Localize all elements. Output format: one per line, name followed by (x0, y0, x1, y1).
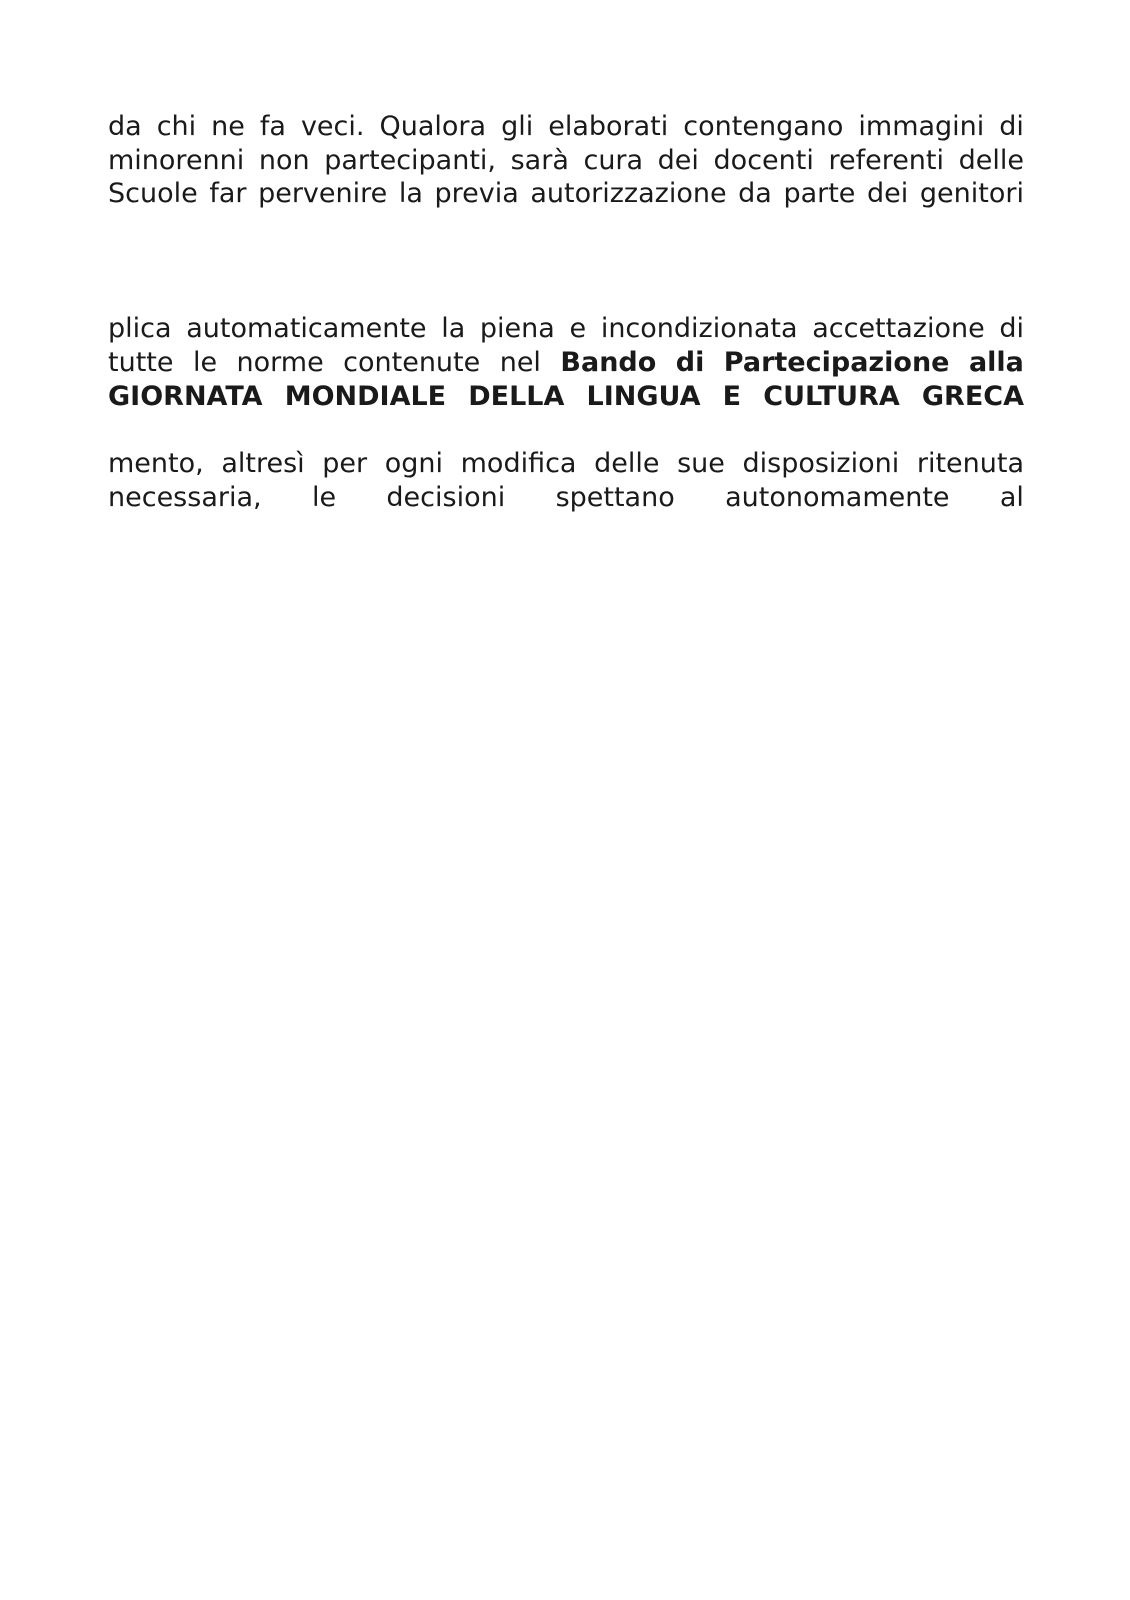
word: ogni (384, 447, 444, 479)
word: altresì (221, 447, 305, 479)
text-line (108, 817, 1024, 851)
text-line (108, 750, 1024, 784)
word: incondizionata (600, 313, 798, 345)
word: Bando (560, 346, 657, 378)
word: di (675, 346, 705, 378)
word: parte (783, 178, 856, 210)
word: previa (434, 178, 519, 210)
text-line (108, 312, 1024, 346)
word: pervenire (258, 178, 388, 210)
text-line (108, 582, 1024, 616)
text-line (108, 548, 1024, 582)
word: autorizzazione (530, 178, 727, 210)
paragraph-verbale (108, 919, 1024, 1424)
text-line (108, 1222, 1024, 1256)
word: referenti (828, 144, 945, 176)
word: partecipanti, (324, 144, 497, 176)
text-line (108, 177, 1024, 211)
document-page (108, 110, 1024, 1424)
text-line (108, 110, 1024, 144)
word: mento, (108, 447, 204, 479)
word: plica (108, 313, 172, 345)
text-line (108, 716, 1024, 750)
text-line (108, 919, 1024, 953)
word: dei (657, 144, 699, 176)
word: delle (594, 447, 660, 479)
text-line (108, 447, 1024, 481)
word: la (441, 313, 466, 345)
word: alla (968, 346, 1024, 378)
paragraph-final-provisions (108, 278, 1024, 548)
paragraph-communications (108, 683, 1024, 784)
word: ne (211, 111, 245, 142)
text-line (108, 683, 1024, 717)
text-line (108, 851, 1024, 885)
word: le (311, 481, 337, 513)
word: spettano (555, 481, 675, 513)
word: sarà (510, 144, 569, 176)
word: immagini (858, 111, 985, 142)
text-line (108, 986, 1024, 1020)
word: contengano (683, 111, 844, 142)
text-line (108, 1087, 1024, 1121)
word: gli (501, 111, 534, 142)
word: ritenuta (916, 447, 1024, 479)
word: GRECA (921, 380, 1024, 412)
word: di (999, 111, 1024, 142)
word: la (398, 178, 423, 210)
word: dei (867, 178, 909, 210)
text-line (108, 346, 1024, 380)
word: chi (156, 111, 197, 142)
text-line (108, 144, 1024, 178)
word: automaticamente (186, 313, 427, 345)
word: necessaria, (108, 481, 262, 513)
text-line (108, 481, 1024, 515)
word: LINGUA (586, 380, 701, 412)
word: non (258, 144, 310, 176)
word: da (108, 111, 142, 142)
word: disposizioni (742, 447, 900, 479)
text-line (108, 278, 1024, 312)
paragraph-consent (108, 110, 1024, 245)
text-line (108, 649, 1024, 683)
word: Partecipazione (723, 346, 950, 378)
text-line (108, 615, 1024, 649)
word: delle (958, 144, 1024, 176)
text-line (108, 1020, 1024, 1054)
text-line (108, 1356, 1024, 1390)
text-line (108, 1188, 1024, 1222)
word: le (192, 346, 218, 378)
word: veci. (300, 111, 365, 142)
text-line (108, 1323, 1024, 1357)
word: DELLA (468, 380, 565, 412)
word: nel (499, 346, 541, 378)
text-line (108, 952, 1024, 986)
word: sue (677, 447, 725, 479)
text-line (108, 1053, 1024, 1087)
word: minorenni (108, 144, 245, 176)
text-line (108, 211, 1024, 245)
word: cura (583, 144, 644, 176)
text-line (108, 514, 1024, 548)
word: da (738, 178, 772, 210)
word: e (569, 313, 587, 345)
word: accettazione (812, 313, 985, 345)
word: norme (236, 346, 324, 378)
word: GIORNATA (108, 380, 263, 412)
word: autonomamente (725, 481, 950, 513)
paragraph-intro-verbale (108, 817, 1024, 884)
word: fa (259, 111, 286, 142)
word: far (209, 178, 247, 210)
text-line (108, 1289, 1024, 1323)
word: CULTURA (763, 380, 900, 412)
word: di (999, 313, 1024, 345)
word: genitori (919, 178, 1024, 210)
text-line (108, 1121, 1024, 1155)
word: elaborati (548, 111, 669, 142)
text-line (108, 380, 1024, 414)
word: tutte (108, 346, 174, 378)
paragraph-liability (108, 548, 1024, 683)
word: modifica (460, 447, 577, 479)
word: E (722, 380, 742, 412)
text-line (108, 1154, 1024, 1188)
text-line (108, 1255, 1024, 1289)
word: Scuole (108, 178, 198, 210)
text-line (108, 1390, 1024, 1424)
word: contenute (343, 346, 481, 378)
word: docenti (713, 144, 814, 176)
word: al (999, 481, 1024, 513)
word: Qualora (379, 111, 487, 142)
word: decisioni (386, 481, 506, 513)
word: MONDIALE (284, 380, 447, 412)
word: per (322, 447, 368, 479)
word: piena (479, 313, 555, 345)
text-line (108, 413, 1024, 447)
